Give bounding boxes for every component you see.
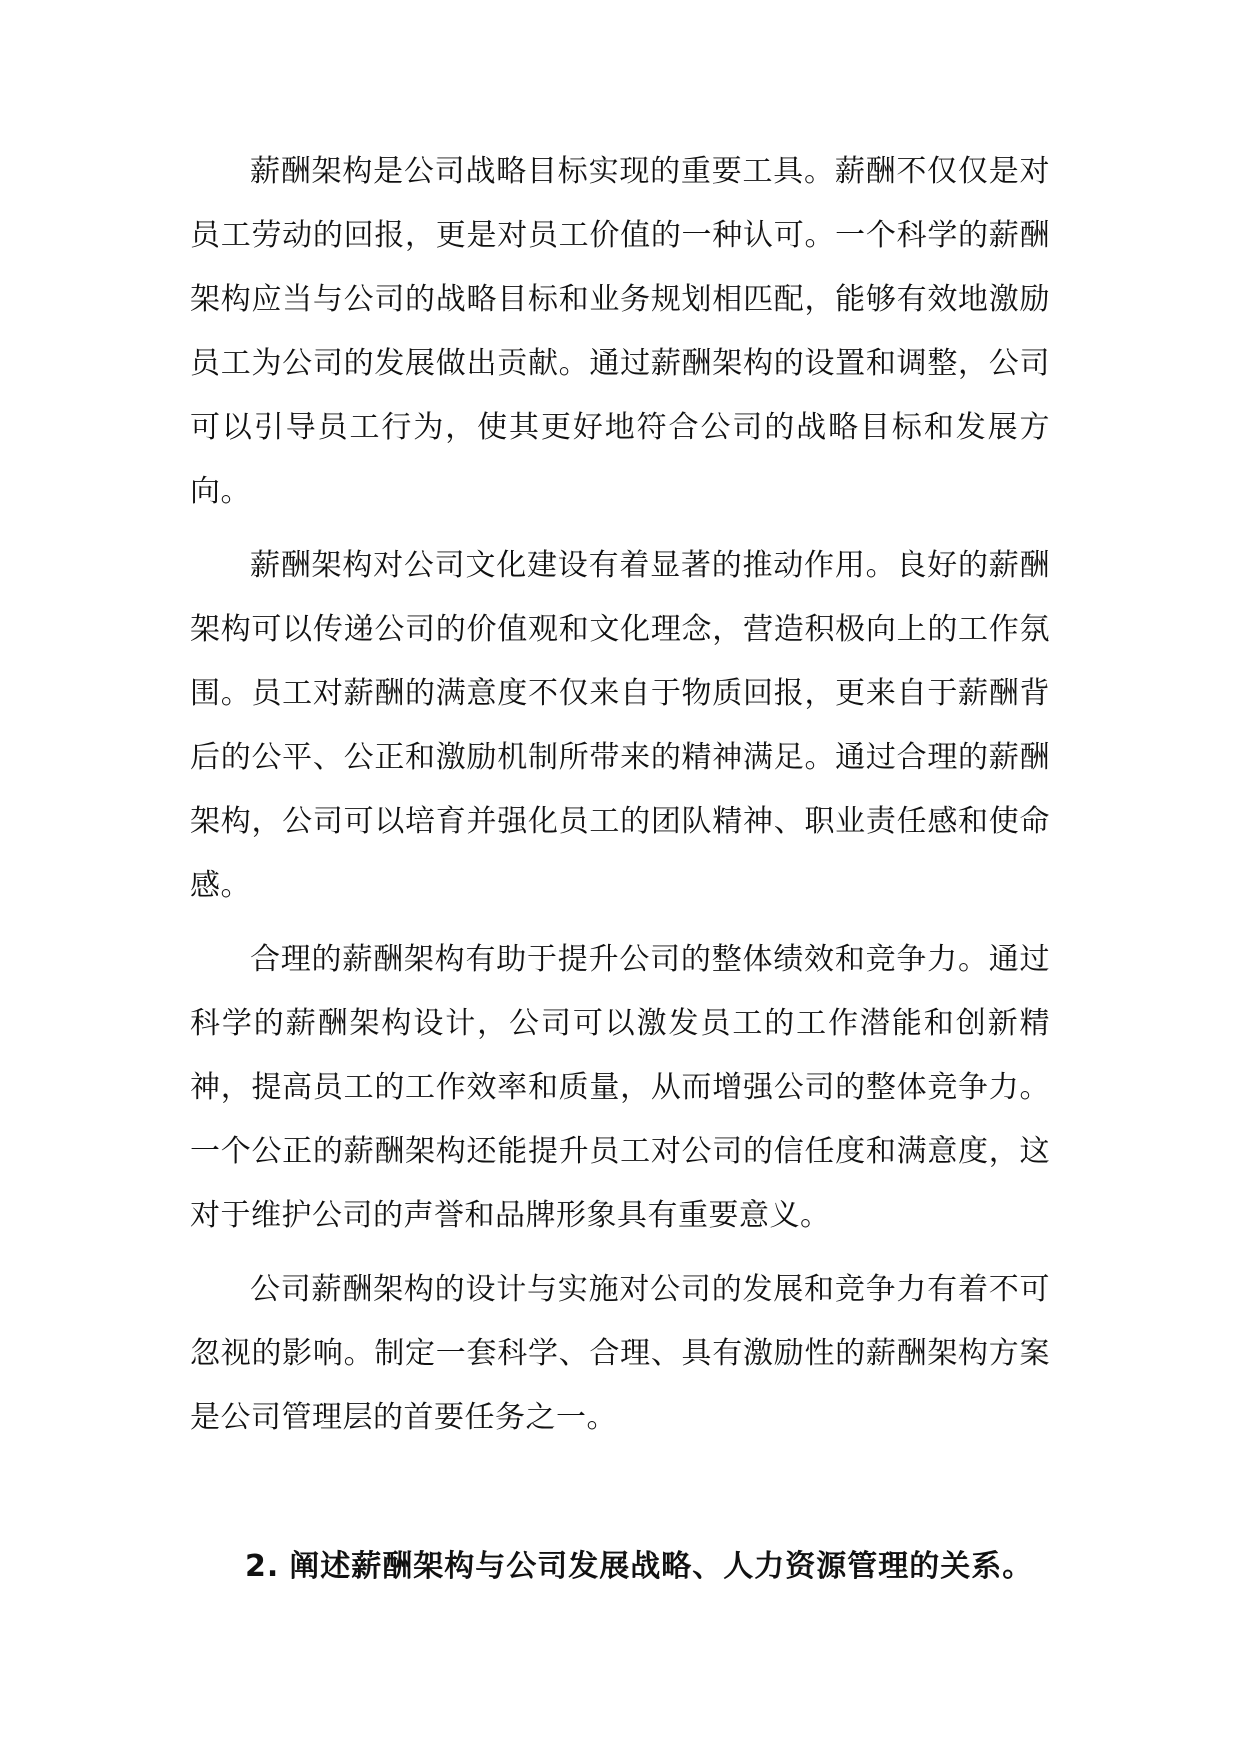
paragraph-culture: 薪酬架构对公司文化建设有着显著的推动作用。良好的薪酬架构可以传递公司的价值观和文化理念，营造积极向上的工作氛围。员工对薪酬的满意度不仅来自于物质回报，更来自于薪酬背后的公平、公正和激励机制所带来的精神满足。通过合理的薪酬架构，公司可以培育并强化员工的团队精神、职业责任感和使命感。 bbox=[190, 548, 1050, 903]
document-body bbox=[190, 140, 1050, 1460]
section-heading bbox=[245, 1545, 1033, 1589]
section-heading-text: 阐述薪酬架构与公司发展战略、人力资源管理的关系。 bbox=[289, 1549, 1034, 1584]
paragraph-performance: 合理的薪酬架构有助于提升公司的整体绩效和竞争力。通过科学的薪酬架构设计，公司可以激发员工的工作潜能和创新精神，提高员工的工作效率和质量，从而增强公司的整体竞争力。一个公正的薪酬架构还能提升员工对公司的信任度和满意度，这对于维护公司的声誉和品牌形象具有重要意义。 bbox=[190, 942, 1050, 1233]
section-heading-number: 2. bbox=[245, 1549, 280, 1584]
paragraph-strategy-tool: 薪酬架构是公司战略目标实现的重要工具。薪酬不仅仅是对员工劳动的回报，更是对员工价值的一种认可。一个科学的薪酬架构应当与公司的战略目标和业务规划相匹配，能够有效地激励员工为公司的发展做出贡献。通过薪酬架构的设置和调整，公司可以引导员工行为，使其更好地符合公司的战略目标和发展方向。 bbox=[190, 154, 1050, 509]
paragraph-conclusion: 公司薪酬架构的设计与实施对公司的发展和竞争力有着不可忽视的影响。制定一套科学、合理、具有激励性的薪酬架构方案是公司管理层的首要任务之一。 bbox=[190, 1272, 1050, 1435]
